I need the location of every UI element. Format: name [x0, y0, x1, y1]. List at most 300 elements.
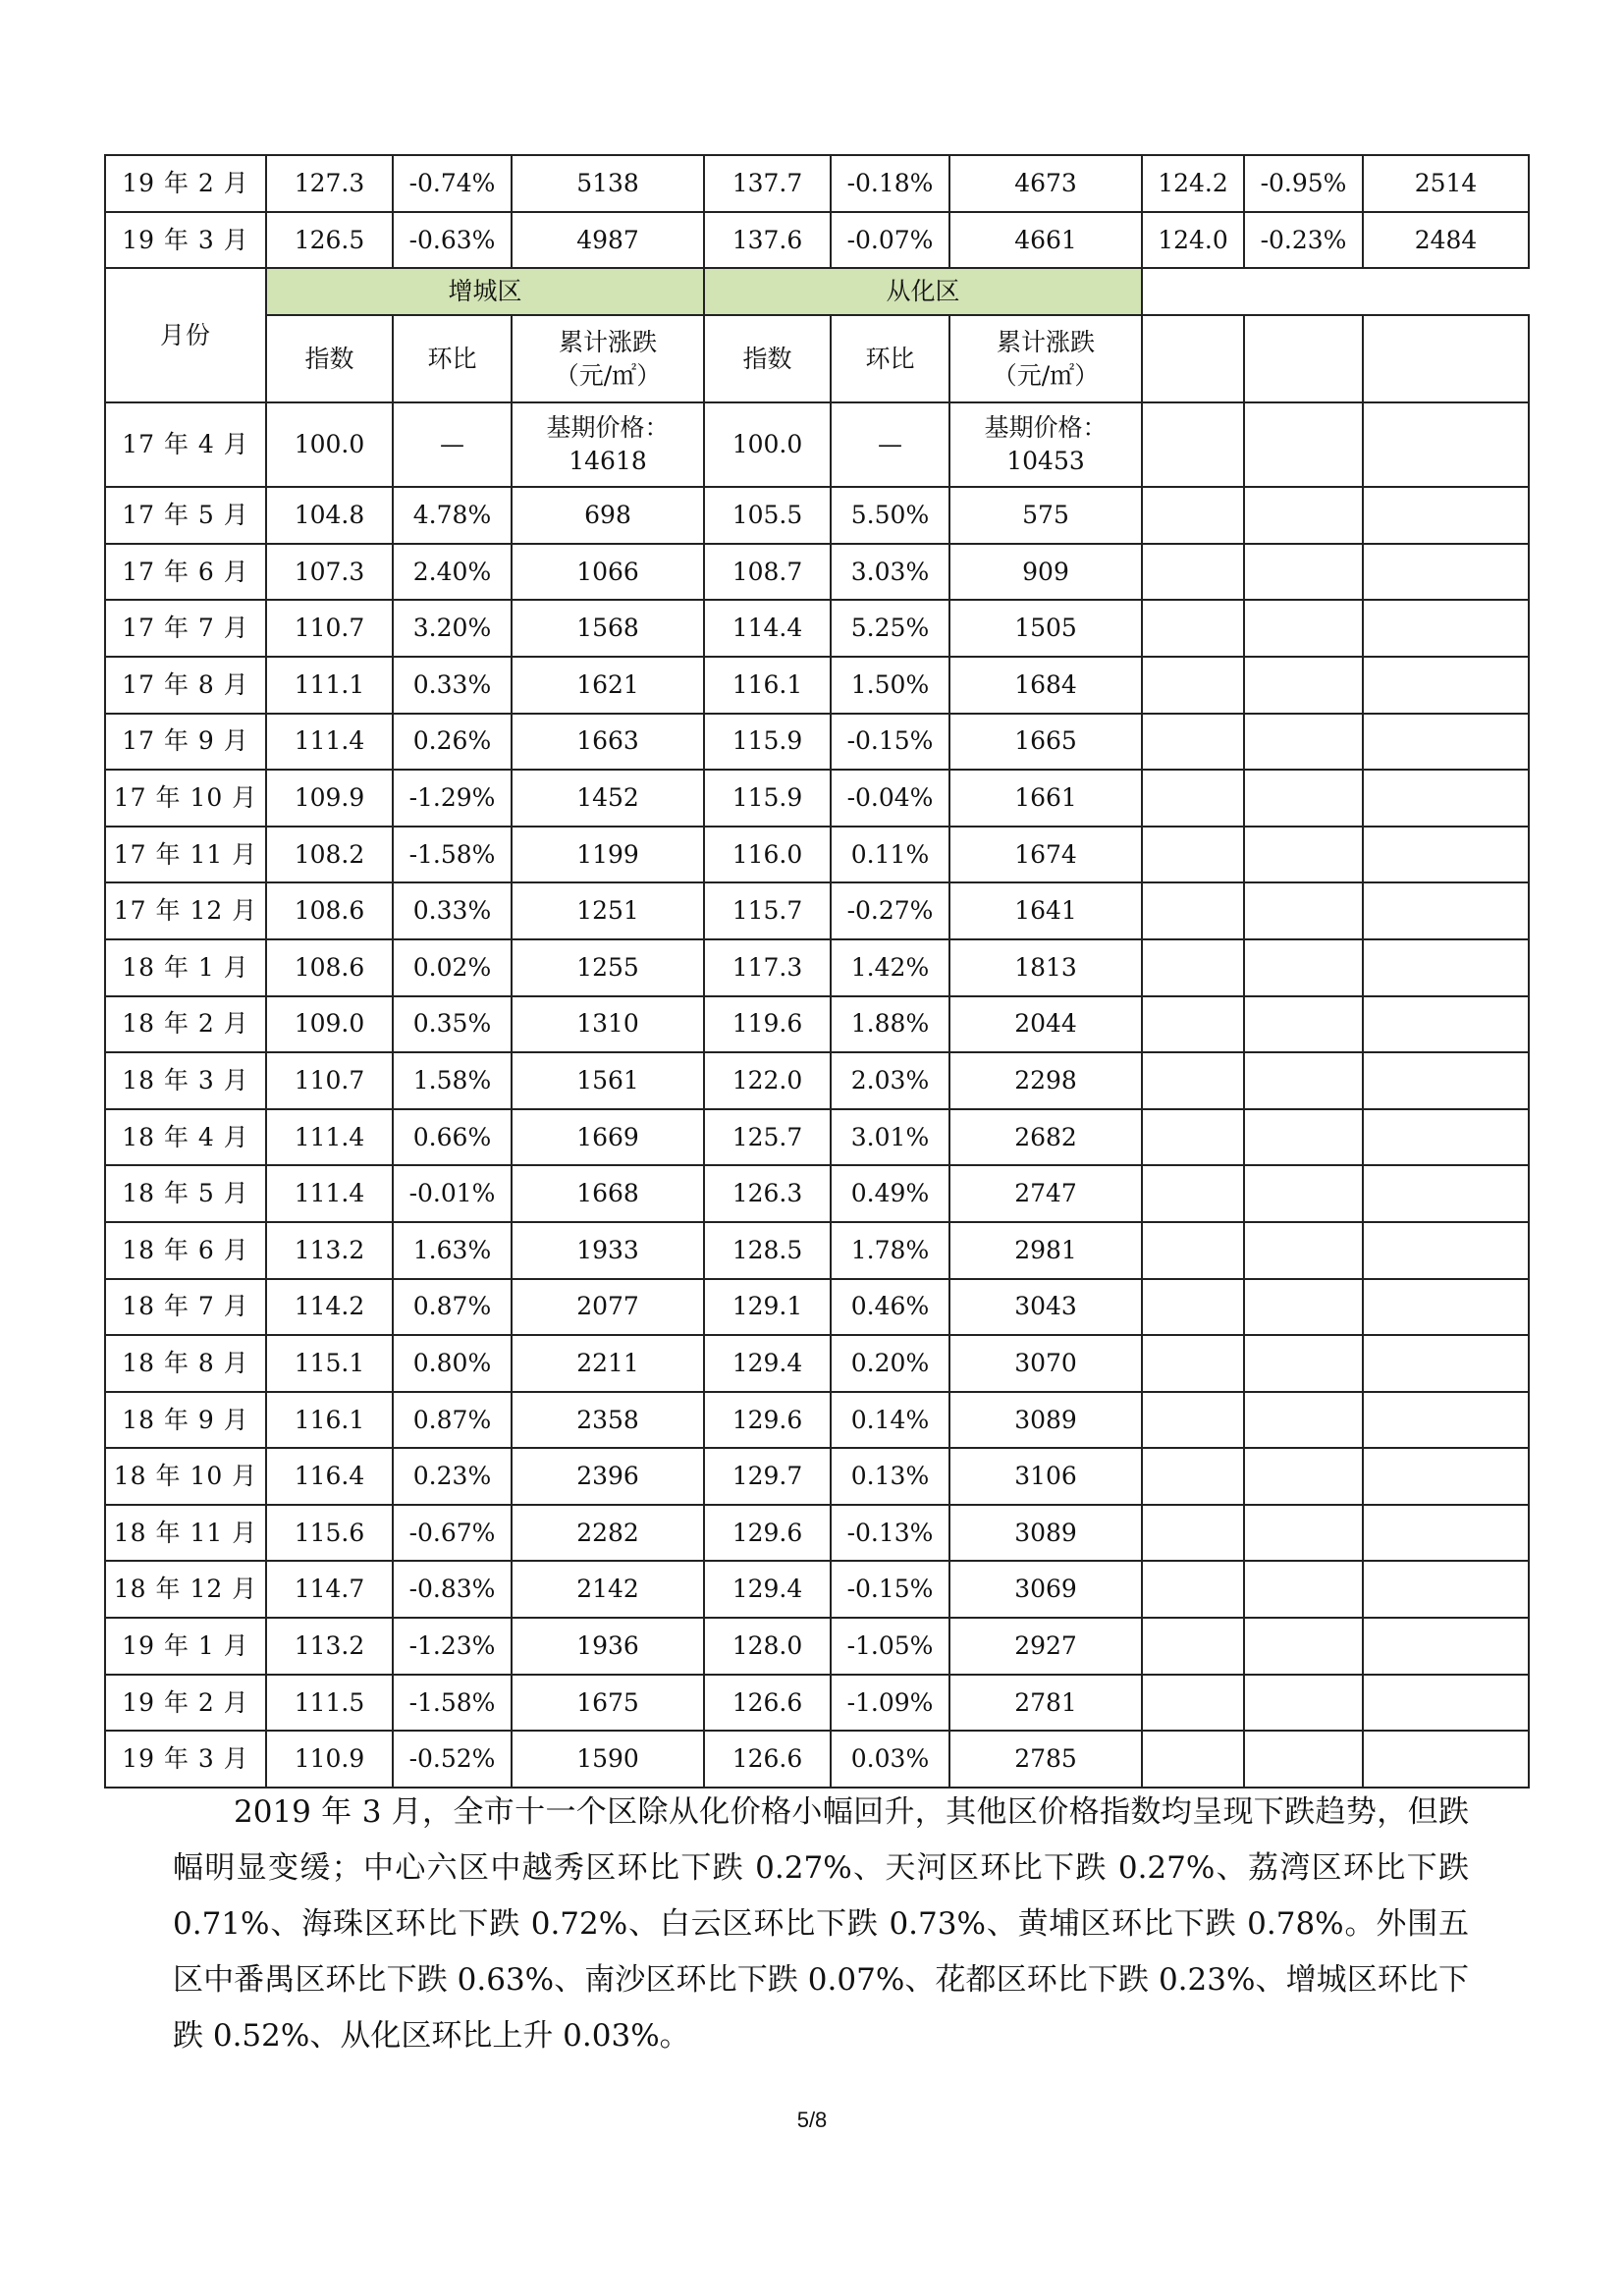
empty-cell [1363, 882, 1529, 939]
cell: 126.6 [704, 1675, 831, 1732]
cell: 108.2 [266, 827, 393, 883]
col-cum-line2: （元/㎡） [992, 360, 1100, 390]
cell: 105.5 [704, 487, 831, 544]
base-price-cell [512, 402, 704, 487]
table-row [105, 1335, 1529, 1392]
month-cell: 19 年 3 月 [105, 1731, 266, 1788]
cell: -0.23% [1244, 212, 1363, 269]
cell: 0.11% [831, 827, 949, 883]
cell: 0.02% [393, 939, 512, 996]
month-cell: 18 年 6 月 [105, 1222, 266, 1279]
cell: 909 [949, 544, 1142, 601]
col-index-header: 指数 [266, 315, 393, 402]
month-cell: 18 年 12 月 [105, 1561, 266, 1618]
empty-cell [1142, 1448, 1244, 1505]
page-number: 5/8 [796, 2108, 828, 2132]
cell: 2282 [512, 1505, 704, 1562]
empty-cell [1244, 1052, 1363, 1109]
cell: 1669 [512, 1109, 704, 1166]
empty-cell [1363, 487, 1529, 544]
cell: 2981 [949, 1222, 1142, 1279]
empty-cell [1244, 1505, 1363, 1562]
col-cum-line2: （元/㎡） [554, 360, 662, 390]
table-body [105, 155, 1529, 1788]
cell: 100.0 [704, 402, 831, 487]
cell: 2484 [1363, 212, 1529, 269]
cell: — [393, 402, 512, 487]
empty-cell [1363, 1392, 1529, 1449]
cell: 116.4 [266, 1448, 393, 1505]
cell: 111.4 [266, 714, 393, 771]
month-cell: 18 年 9 月 [105, 1392, 266, 1449]
month-cell: 19 年 2 月 [105, 1675, 266, 1732]
month-cell: 18 年 5 月 [105, 1165, 266, 1222]
month-cell: 18 年 4 月 [105, 1109, 266, 1166]
empty-cell [1244, 1392, 1363, 1449]
cell: -0.13% [831, 1505, 949, 1562]
table-row [105, 1675, 1529, 1732]
cell: 5.50% [831, 487, 949, 544]
cell: -1.23% [393, 1618, 512, 1675]
cell: 2044 [949, 996, 1142, 1053]
month-cell: 17 年 8 月 [105, 657, 266, 714]
cell: 0.87% [393, 1279, 512, 1336]
table-row [105, 1731, 1529, 1788]
empty-cell [1244, 1675, 1363, 1732]
cell: 0.13% [831, 1448, 949, 1505]
cell: 0.26% [393, 714, 512, 771]
cell: 1199 [512, 827, 704, 883]
empty-cell [1244, 1109, 1363, 1166]
cell: 1813 [949, 939, 1142, 996]
month-cell: 17 年 9 月 [105, 714, 266, 771]
empty-cell [1363, 1448, 1529, 1505]
cell: 0.33% [393, 657, 512, 714]
empty-cell [1363, 939, 1529, 996]
cell: 1255 [512, 939, 704, 996]
empty-cell [1244, 1165, 1363, 1222]
cell: 3089 [949, 1505, 1142, 1562]
col-cum-line1: 累计涨跌 [558, 327, 657, 356]
empty-cell [1244, 1618, 1363, 1675]
table-row [105, 1279, 1529, 1336]
cell: 114.4 [704, 600, 831, 657]
empty-cell [1142, 1222, 1244, 1279]
cell: 129.4 [704, 1335, 831, 1392]
col-mom-header: 环比 [831, 315, 949, 402]
table-row [105, 1561, 1529, 1618]
empty-cell [1244, 402, 1363, 487]
table-row [105, 1052, 1529, 1109]
empty-cell [1363, 996, 1529, 1053]
cell: 2142 [512, 1561, 704, 1618]
empty-cell [1363, 1675, 1529, 1732]
empty-cell [1244, 544, 1363, 601]
empty-cell [1244, 600, 1363, 657]
cell: 111.5 [266, 1675, 393, 1732]
cell: -0.83% [393, 1561, 512, 1618]
empty-cell [1244, 1561, 1363, 1618]
empty-cell [1363, 1731, 1529, 1788]
cell: -0.04% [831, 770, 949, 827]
cell: 0.35% [393, 996, 512, 1053]
cell: 2514 [1363, 155, 1529, 212]
cell: 126.5 [266, 212, 393, 269]
cell: 2781 [949, 1675, 1142, 1732]
cell: 3.20% [393, 600, 512, 657]
cell: 3.03% [831, 544, 949, 601]
empty-cell [1244, 1222, 1363, 1279]
empty-cell [1142, 996, 1244, 1053]
empty-cell [1363, 714, 1529, 771]
month-cell: 18 年 1 月 [105, 939, 266, 996]
cell: 0.80% [393, 1335, 512, 1392]
cell: 1310 [512, 996, 704, 1053]
cell: -0.74% [393, 155, 512, 212]
cell: 575 [949, 487, 1142, 544]
cell: 5138 [512, 155, 704, 212]
cell: 3089 [949, 1392, 1142, 1449]
empty-cell [1244, 770, 1363, 827]
table-row [105, 1505, 1529, 1562]
cell: 2747 [949, 1165, 1142, 1222]
cell: 0.33% [393, 882, 512, 939]
cell: 119.6 [704, 996, 831, 1053]
month-cell: 17 年 4 月 [105, 402, 266, 487]
table-row [105, 600, 1529, 657]
empty-cell [1244, 882, 1363, 939]
empty-cell [1244, 657, 1363, 714]
cell: 2927 [949, 1618, 1142, 1675]
cell: 110.7 [266, 1052, 393, 1109]
cell: 2358 [512, 1392, 704, 1449]
cell: 115.9 [704, 770, 831, 827]
cell: 0.03% [831, 1731, 949, 1788]
cell: 0.87% [393, 1392, 512, 1449]
cell: -1.09% [831, 1675, 949, 1732]
cell: 1505 [949, 600, 1142, 657]
empty-cell [1142, 827, 1244, 883]
month-cell: 18 年 3 月 [105, 1052, 266, 1109]
cell: 1066 [512, 544, 704, 601]
cell: -0.18% [831, 155, 949, 212]
empty-cell [1142, 600, 1244, 657]
empty-cell [1244, 996, 1363, 1053]
cell: -0.01% [393, 1165, 512, 1222]
cell: 4987 [512, 212, 704, 269]
empty-cell [1244, 939, 1363, 996]
cell: -0.27% [831, 882, 949, 939]
cell: 1665 [949, 714, 1142, 771]
empty-cell [1142, 1392, 1244, 1449]
cell: 1568 [512, 600, 704, 657]
cell: 0.20% [831, 1335, 949, 1392]
table-row [105, 1392, 1529, 1449]
summary-paragraph [173, 1785, 1469, 2064]
cell: 137.6 [704, 212, 831, 269]
cell: 1.78% [831, 1222, 949, 1279]
group-header-row [105, 268, 1529, 315]
cell: 115.9 [704, 714, 831, 771]
cell: 0.49% [831, 1165, 949, 1222]
cell: 111.1 [266, 657, 393, 714]
summary-text: 2019 年 3 月，全市十一个区除从化价格小幅回升，其他区价格指数均呈现下跌趋势，但跌幅明显变缓；中心六区中越秀区环比下跌 0.27%、天河区环比下跌 0.27%、荔湾区环比下跌 0.71%、海珠区环比下跌 0.72%、白云区环比下跌 0.73%、黄埔区环比下跌 0.78%。外围五区中番禺区环比下跌 0.63%、南沙区环比下跌 0.07%、花都区环比下跌 0.23%、增城区环比下跌 0.52%、从化区环比上升 0.03%。 [173, 1794, 1469, 2054]
month-cell: 18 年 7 月 [105, 1279, 266, 1336]
cell: 1933 [512, 1222, 704, 1279]
table-row [105, 939, 1529, 996]
month-cell: 17 年 10 月 [105, 770, 266, 827]
cell: 114.2 [266, 1279, 393, 1336]
table-row [105, 1618, 1529, 1675]
empty-cell [1363, 770, 1529, 827]
empty-cell [1142, 315, 1244, 402]
price-index-table [104, 154, 1530, 1789]
cell: 137.7 [704, 155, 831, 212]
cell: 111.4 [266, 1109, 393, 1166]
cell: 4673 [949, 155, 1142, 212]
cell: 3070 [949, 1335, 1142, 1392]
cell: 125.7 [704, 1109, 831, 1166]
cell: 110.7 [266, 600, 393, 657]
empty-cell [1363, 600, 1529, 657]
cell: 110.9 [266, 1731, 393, 1788]
cell: 2.03% [831, 1052, 949, 1109]
cell: 114.7 [266, 1561, 393, 1618]
cell: 3.01% [831, 1109, 949, 1166]
cell: 1684 [949, 657, 1142, 714]
empty-cell [1363, 1505, 1529, 1562]
cell: 1561 [512, 1052, 704, 1109]
empty-cell [1363, 1618, 1529, 1675]
cell: 1936 [512, 1618, 704, 1675]
cell: -0.15% [831, 714, 949, 771]
cell: 115.7 [704, 882, 831, 939]
cell: 0.66% [393, 1109, 512, 1166]
empty-cell [1142, 1165, 1244, 1222]
cell: 1.88% [831, 996, 949, 1053]
cell: 108.7 [704, 544, 831, 601]
table-row [105, 996, 1529, 1053]
base-price-label: 基期价格： [984, 413, 1108, 443]
cell: 0.46% [831, 1279, 949, 1336]
empty-cell [1142, 402, 1244, 487]
cell: 2077 [512, 1279, 704, 1336]
empty-cell [1363, 315, 1529, 402]
cell: 129.6 [704, 1505, 831, 1562]
cell: 104.8 [266, 487, 393, 544]
cell: 1.42% [831, 939, 949, 996]
cell: — [831, 402, 949, 487]
base-row [105, 402, 1529, 487]
cell: 1661 [949, 770, 1142, 827]
cell: 116.0 [704, 827, 831, 883]
cell: 116.1 [266, 1392, 393, 1449]
empty-cell [1244, 1448, 1363, 1505]
empty-cell [1244, 315, 1363, 402]
cell: 115.1 [266, 1335, 393, 1392]
empty-cell [1244, 1335, 1363, 1392]
empty-cell [1363, 827, 1529, 883]
column-header-row [105, 315, 1529, 402]
empty-cell [1363, 1222, 1529, 1279]
cell: 2211 [512, 1335, 704, 1392]
cell: 117.3 [704, 939, 831, 996]
empty-cell [1142, 487, 1244, 544]
empty-cell [1142, 1618, 1244, 1675]
empty-cell [1363, 1109, 1529, 1166]
cell: 128.5 [704, 1222, 831, 1279]
cell: -0.07% [831, 212, 949, 269]
cell: 0.14% [831, 1392, 949, 1449]
base-price-label: 基期价格： [546, 413, 670, 443]
month-header: 月份 [105, 268, 266, 402]
cell: -0.15% [831, 1561, 949, 1618]
table-row [105, 882, 1529, 939]
table-row [105, 1222, 1529, 1279]
month-cell: 17 年 12 月 [105, 882, 266, 939]
cell: 5.25% [831, 600, 949, 657]
cell: 111.4 [266, 1165, 393, 1222]
cell: 1251 [512, 882, 704, 939]
cell: 4.78% [393, 487, 512, 544]
empty-cell [1363, 1335, 1529, 1392]
empty-cell [1244, 1731, 1363, 1788]
cell: 107.3 [266, 544, 393, 601]
month-cell: 18 年 8 月 [105, 1335, 266, 1392]
cell: 3069 [949, 1561, 1142, 1618]
col-cum-line1: 累计涨跌 [996, 327, 1095, 356]
cell: 109.0 [266, 996, 393, 1053]
month-cell: 18 年 11 月 [105, 1505, 266, 1562]
cell: -1.05% [831, 1618, 949, 1675]
cell: 1621 [512, 657, 704, 714]
cell: -0.67% [393, 1505, 512, 1562]
cell: 4661 [949, 212, 1142, 269]
month-cell: 17 年 6 月 [105, 544, 266, 601]
month-cell: 18 年 2 月 [105, 996, 266, 1053]
cell: -1.29% [393, 770, 512, 827]
cell: 2.40% [393, 544, 512, 601]
cell: 2682 [949, 1109, 1142, 1166]
empty-cell [1142, 1279, 1244, 1336]
cell: 108.6 [266, 939, 393, 996]
cell: 2785 [949, 1731, 1142, 1788]
cell: 698 [512, 487, 704, 544]
col-mom-header: 环比 [393, 315, 512, 402]
empty-cell [1363, 657, 1529, 714]
empty-cell [1363, 544, 1529, 601]
cell: 1452 [512, 770, 704, 827]
cell: 108.6 [266, 882, 393, 939]
col-index-header: 指数 [704, 315, 831, 402]
empty-cell [1142, 770, 1244, 827]
base-price-value: 10453 [1006, 447, 1085, 476]
cell: 1668 [512, 1165, 704, 1222]
cell: 1663 [512, 714, 704, 771]
table-row [105, 770, 1529, 827]
cell: 1675 [512, 1675, 704, 1732]
cell: 1.58% [393, 1052, 512, 1109]
empty-cell [1244, 487, 1363, 544]
table-row [105, 714, 1529, 771]
col-cum-header [512, 315, 704, 402]
table-row [105, 544, 1529, 601]
empty-cell [1142, 714, 1244, 771]
cell: 109.9 [266, 770, 393, 827]
cell: 1674 [949, 827, 1142, 883]
month-cell: 18 年 10 月 [105, 1448, 266, 1505]
table-row [105, 487, 1529, 544]
table-row [105, 1448, 1529, 1505]
cell: 1.63% [393, 1222, 512, 1279]
zengcheng-header: 增城区 [266, 268, 704, 315]
cell: 2396 [512, 1448, 704, 1505]
empty-cell [1142, 1731, 1244, 1788]
cell: 100.0 [266, 402, 393, 487]
table-row [105, 657, 1529, 714]
col-cum-header [949, 315, 1142, 402]
cell: 124.0 [1142, 212, 1244, 269]
top-row-2 [105, 212, 1529, 269]
empty-cell [1363, 1561, 1529, 1618]
cell: 113.2 [266, 1222, 393, 1279]
cell: -1.58% [393, 827, 512, 883]
empty-cell [1142, 1335, 1244, 1392]
empty-cell [1244, 1279, 1363, 1336]
empty-cell [1142, 939, 1244, 996]
cell: 129.6 [704, 1392, 831, 1449]
empty-cell [1142, 1109, 1244, 1166]
month-cell: 17 年 7 月 [105, 600, 266, 657]
cell: -0.95% [1244, 155, 1363, 212]
month-cell: 19 年 3 月 [105, 212, 266, 269]
cell: 113.2 [266, 1618, 393, 1675]
empty-cell [1142, 544, 1244, 601]
empty-cell [1363, 1165, 1529, 1222]
empty-cell [1142, 657, 1244, 714]
cell: 116.1 [704, 657, 831, 714]
empty-cell [1244, 714, 1363, 771]
cell: -1.58% [393, 1675, 512, 1732]
empty-cell [1142, 1052, 1244, 1109]
month-cell: 17 年 5 月 [105, 487, 266, 544]
cell: 3043 [949, 1279, 1142, 1336]
table-row [105, 1109, 1529, 1166]
conghua-header: 从化区 [704, 268, 1142, 315]
cell: -0.63% [393, 212, 512, 269]
empty-cell [1142, 1505, 1244, 1562]
cell: 124.2 [1142, 155, 1244, 212]
cell: 0.23% [393, 1448, 512, 1505]
empty-cell [1142, 1561, 1244, 1618]
table-row [105, 1165, 1529, 1222]
cell: 122.0 [704, 1052, 831, 1109]
empty-header [1142, 268, 1529, 315]
cell: 115.6 [266, 1505, 393, 1562]
cell: -0.52% [393, 1731, 512, 1788]
month-cell: 19 年 1 月 [105, 1618, 266, 1675]
cell: 126.3 [704, 1165, 831, 1222]
cell: 1.50% [831, 657, 949, 714]
empty-cell [1363, 402, 1529, 487]
empty-cell [1363, 1052, 1529, 1109]
cell: 1641 [949, 882, 1142, 939]
empty-cell [1363, 1279, 1529, 1336]
cell: 3106 [949, 1448, 1142, 1505]
month-cell: 17 年 11 月 [105, 827, 266, 883]
cell: 128.0 [704, 1618, 831, 1675]
cell: 1590 [512, 1731, 704, 1788]
